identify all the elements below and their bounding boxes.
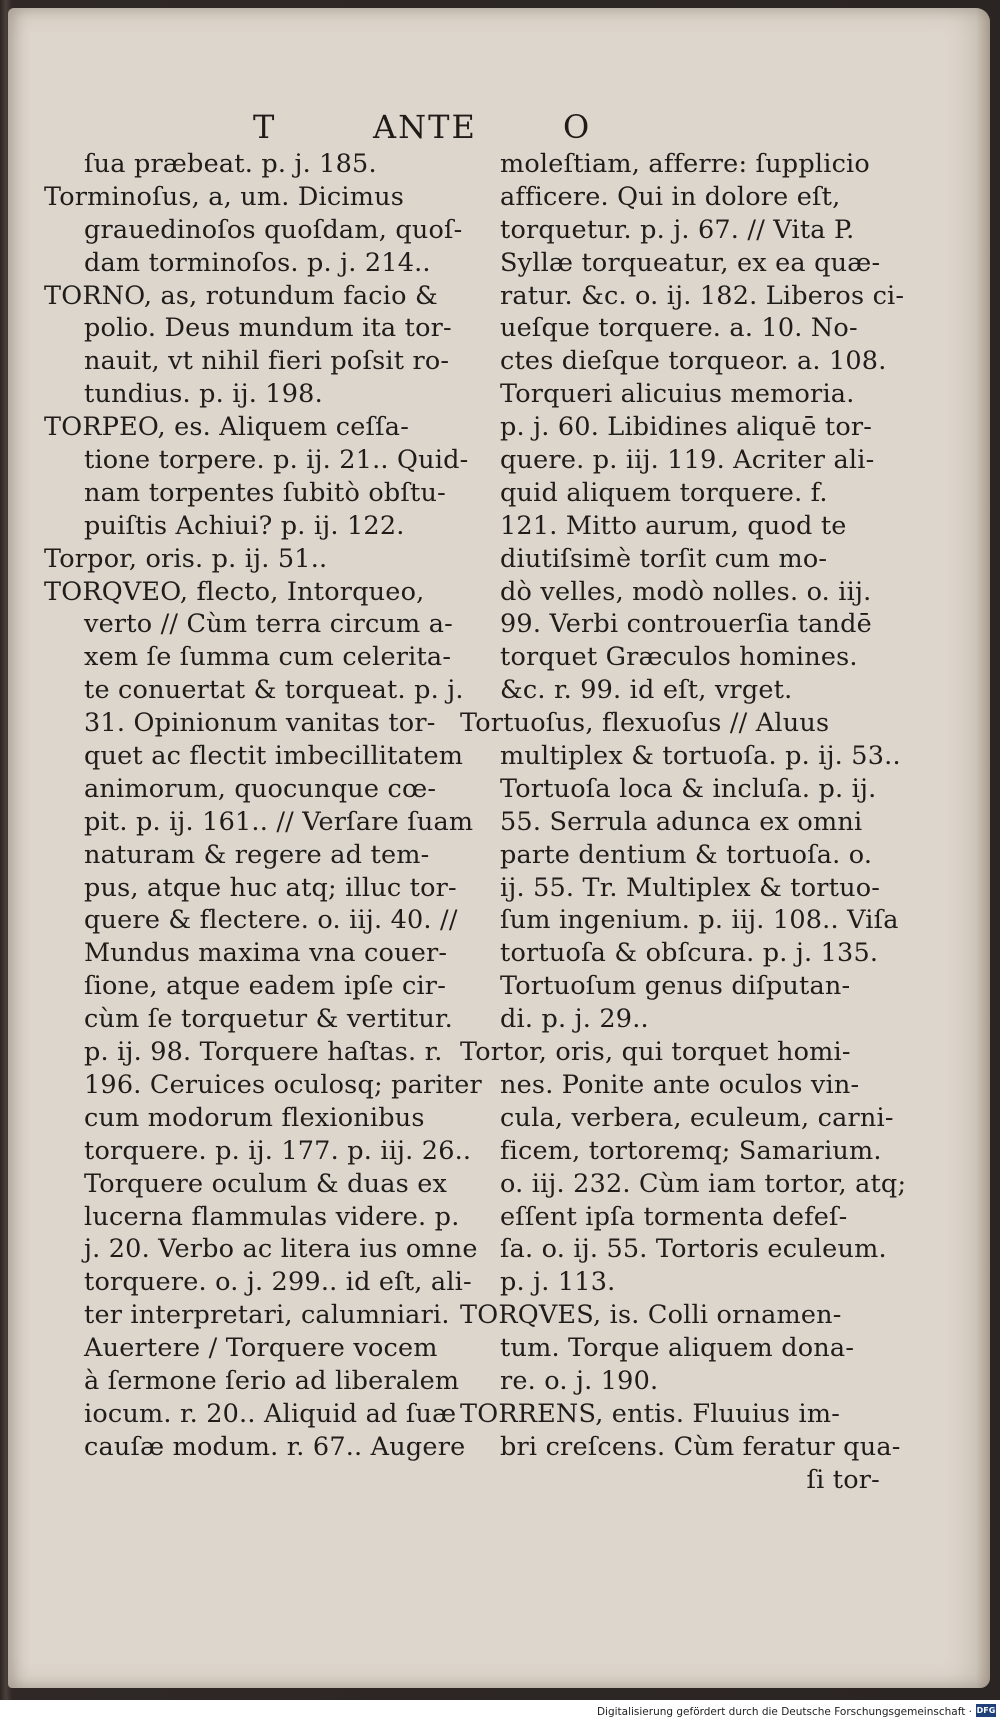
text-line: Mundus maxima vna couer- <box>84 938 448 969</box>
text-line: ſua præbeat. p. j. 185. <box>84 149 377 179</box>
text-line: ratur. &c. o. ij. 182. Liberos ci- <box>500 280 905 311</box>
text-line: ctes dieſque torqueor. a. 108. <box>500 346 887 377</box>
text-line: re. o. j. 190. <box>500 1365 659 1396</box>
text-line: 55. Serrula adunca ex omni <box>500 806 863 837</box>
text-line: quet ac flectit imbecillitatem <box>84 741 464 772</box>
text-line: di. p. j. 29.. <box>500 1004 649 1035</box>
text-line: pus, atque huc atq; illuc tor- <box>84 872 457 903</box>
text-line: iocum. r. 20.. Aliquid ad ſuæ <box>84 1398 457 1429</box>
text-line: dò velles, modò nolles. o. iij. <box>500 576 872 607</box>
text-line: TORQVEO, flecto, Intorqueo, <box>44 576 425 607</box>
text-line: 31. Opinionum vanitas tor- <box>84 708 436 739</box>
text-line: Syllæ torqueatur, ex ea quæ- <box>500 247 881 278</box>
text-line: diutiſsimè torſit cum mo- <box>500 543 828 574</box>
text-line: afficere. Qui in dolore eſt, <box>500 181 841 212</box>
text-line: multiplex & tortuoſa. p. ij. 53.. <box>500 741 901 772</box>
text-line: torquet Græculos homines. <box>500 642 858 673</box>
text-line: TORRENS, entis. Fluuius im- <box>460 1398 841 1429</box>
text-line: p. j. 113. <box>500 1267 616 1298</box>
text-line: tortuoſa & obſcura. p. j. 135. <box>500 938 879 969</box>
text-line: 99. Verbi controuerſia tandē <box>500 609 872 640</box>
text-line: polio. Deus mundum ita tor- <box>84 313 452 344</box>
text-line: bri creſcens. Cùm feratur qua- <box>500 1431 901 1462</box>
text-line: quid aliquem torquere. f. <box>500 477 828 508</box>
page-edge-shadow <box>976 8 990 1688</box>
text-line: Torminoſus, a, um. Dicimus <box>44 181 404 212</box>
header-center-word: ANTE <box>373 108 477 146</box>
book-page <box>8 8 990 1688</box>
text-line: nam torpentes ſubitò obſtu- <box>84 477 446 508</box>
text-line: &c. r. 99. id eſt, vrget. <box>500 675 793 706</box>
text-line: ij. 55. Tr. Multiplex & tortuo- <box>500 872 881 903</box>
text-line: Torqueri alicuius memoria. <box>500 379 855 410</box>
text-line: ſum ingenium. p. iij. 108.. Viſa <box>500 905 899 936</box>
text-line: Tortuoſum genus diſputan- <box>500 971 851 1002</box>
text-line: Auertere / Torquere vocem <box>84 1333 438 1364</box>
text-line: moleſtiam, afferre: ſupplicio <box>500 149 870 179</box>
text-line: ſa. o. ij. 55. Tortoris eculeum. <box>500 1234 887 1265</box>
text-line: eſſent ipſa tormenta defeſ- <box>500 1201 848 1232</box>
text-line: TORQVES, is. Colli ornamen- <box>460 1300 842 1331</box>
text-line: quere & flectere. o. iij. 40. // <box>84 905 458 936</box>
text-line: TORPEO, es. Aliquem ceſſa- <box>44 412 410 443</box>
text-line: TORNO, as, rotundum facio & <box>44 280 438 311</box>
text-line: Torquere oculum & duas ex <box>84 1168 448 1199</box>
text-line: tione torpere. p. ij. 21.. Quid- <box>84 445 469 476</box>
text-line: quere. p. iij. 119. Acriter ali- <box>500 445 875 476</box>
text-line: parte dentium & tortuoſa. o. <box>500 839 873 870</box>
text-line: puiſtis Achiui? p. ij. 122. <box>84 510 405 541</box>
text-line: tum. Torque aliquem dona- <box>500 1333 855 1364</box>
text-line: nes. Ponite ante oculos vin- <box>500 1069 860 1100</box>
header-right-letter: O <box>563 108 592 146</box>
text-line: à ſermone ſerio ad liberalem <box>84 1365 460 1396</box>
text-line: 196. Ceruices oculosq; pariter <box>84 1069 482 1100</box>
footer-credit: Digitalisierung gefördert durch die Deutsche Forschungsgemeinschaft · <box>596 1706 972 1718</box>
text-line: p. j. 60. Libidines aliquē tor- <box>500 412 873 443</box>
text-line: ter interpretari, calumniari. <box>84 1300 450 1331</box>
right-text-column <box>460 148 907 1497</box>
text-line: verto // Cùm terra circum a- <box>84 609 453 640</box>
text-line: 121. Mitto aurum, quod te <box>500 510 847 541</box>
text-line: te conuertat & torqueat. p. j. <box>84 675 464 706</box>
text-line: pit. p. ij. 161.. // Verſare ſuam <box>84 806 474 837</box>
text-line: Tortor, oris, qui torquet homi- <box>460 1037 851 1068</box>
text-line: nauit, vt nihil fieri poſsit ro- <box>84 346 450 377</box>
text-line: o. iij. 232. Cùm iam tortor, atq; <box>500 1168 907 1199</box>
text-line: tundius. p. ij. 198. <box>84 379 323 410</box>
text-line: Tortuoſa loca & incluſa. p. ij. <box>500 773 877 804</box>
left-text-column <box>44 148 482 1464</box>
text-line: animorum, quocunque cœ- <box>84 773 437 804</box>
text-line: torquetur. p. j. 67. // Vita P. <box>500 214 855 245</box>
digitization-footer <box>0 1700 1000 1720</box>
text-line: dam torminoſos. p. j. 214.. <box>84 247 431 278</box>
text-line: torquere. p. ij. 177. p. iij. 26.. <box>84 1135 472 1166</box>
text-line: lucerna flammulas videre. p. <box>84 1201 460 1232</box>
text-line: p. ij. 98. Torquere haſtas. r. <box>84 1037 443 1068</box>
text-line: ueſque torquere. a. 10. No- <box>500 313 858 344</box>
text-line: ſi tor- <box>806 1464 880 1495</box>
text-line: Torpor, oris. p. ij. 51.. <box>44 543 328 574</box>
text-line: cum modorum flexionibus <box>84 1102 425 1133</box>
text-line: Tortuoſus, flexuoſus // Aluus <box>460 708 830 739</box>
text-line: ſione, atque eadem ipſe cir- <box>84 971 447 1002</box>
text-line: grauedinoſos quoſdam, quoſ- <box>84 214 463 245</box>
text-line: naturam & regere ad tem- <box>84 839 430 870</box>
header-left-letter: T <box>253 108 277 146</box>
text-line: ficem, tortoremq; Samarium. <box>500 1135 882 1166</box>
dfg-logo: DFG <box>976 1706 996 1715</box>
text-line: cùm ſe torquetur & vertitur. <box>84 1004 453 1035</box>
text-line: cauſæ modum. r. 67.. Augere <box>84 1431 466 1462</box>
text-line: xem ſe ſumma cum celerita- <box>84 642 452 673</box>
text-line: cula, verbera, eculeum, carni- <box>500 1102 894 1133</box>
text-line: j. 20. Verbo ac litera ius omne <box>84 1234 478 1265</box>
text-line: torquere. o. j. 299.. id eſt, ali- <box>84 1267 472 1298</box>
